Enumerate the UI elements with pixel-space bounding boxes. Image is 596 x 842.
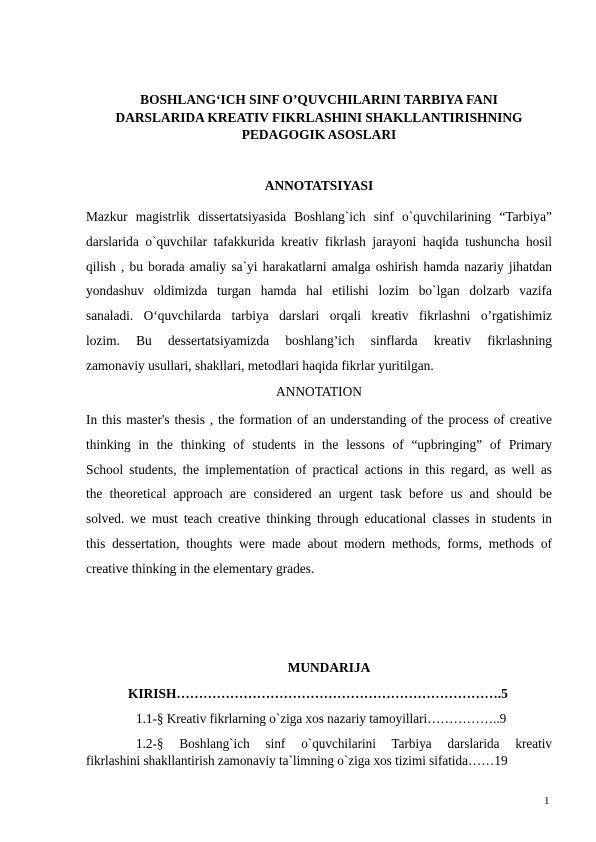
paragraph-line: School students, the implementation of practical actions in this regard, as well as bbox=[86, 461, 552, 477]
toc-entry-1-1: 1.1-§ Kreativ fikrlarning o`ziga xos nazariy tamoyillari……………..9 bbox=[136, 711, 507, 726]
mundarija-heading: MUNDARIJA bbox=[287, 660, 371, 675]
toc-entry-kirish: KIRISH……………………………………………………………….5 bbox=[128, 686, 508, 701]
paragraph-line: zamonaviy usullari, shakllari, metodlari haqida fikrlar yuritilgan. bbox=[86, 357, 434, 373]
paragraph-line: this dessertation, thoughts were made about modern methods, forms, methods of bbox=[86, 535, 552, 551]
paragraph-line: darslarida o`quvchilar tafakkurida kreativ fikrlash jarayoni haqida tushuncha hosil bbox=[86, 233, 552, 249]
page-number: 1 bbox=[544, 795, 550, 807]
paragraph-line: Mazkur magistrlik dissertatsiyasida Boshlang`ich sinf o`quvchilarining “Tarbiya” bbox=[86, 209, 552, 224]
toc-entry-line: 1.2-§ Boshlang`ich sinf o`quvchilarini Tarbiya darslarida kreativ bbox=[136, 736, 552, 751]
title-line: DARSLARIDA KREATIV FIKRLASHINI SHAKLLANTIRISHNING bbox=[115, 109, 523, 125]
paragraph-line: thinking in the thinking of students in the lessons of “upbringing” of Primary bbox=[86, 436, 552, 452]
toc-entry-line: fikrlashini shakllantirish zamonaviy ta`limning o`ziga xos tizimi sifatida……19 bbox=[86, 753, 508, 768]
paragraph-line: yondashuv oldimizda turgan hamda hal etilishi lozim bo`lgan dolzarb vazifa bbox=[86, 283, 552, 299]
paragraph-line: the theoretical approach are considered an urgent task before us and should be bbox=[86, 486, 552, 502]
title-line: PEDAGOGIK ASOSLARI bbox=[241, 127, 397, 143]
paragraph-line: creative thinking in the elementary grades. bbox=[86, 560, 315, 576]
paragraph-line: qilish , bu borada amaliy sa`yi harakatlarni amalga oshirish hamda nazariy jihatdan bbox=[86, 258, 552, 274]
paragraph-line: sanaladi. O‘quvchilarda tarbiya darslari orqali kreativ fikrlashni o’rgatishimiz bbox=[86, 308, 552, 324]
document-title bbox=[86, 91, 552, 144]
title-line: BOSHLANG‘ICH SINF O’QUVCHILARINI TARBIYA FANI bbox=[140, 92, 498, 107]
annotation-heading: ANNOTATION bbox=[276, 384, 362, 399]
annotatsiya-paragraph bbox=[86, 205, 552, 379]
annotatsiya-heading: ANNOTATSIYASI bbox=[264, 178, 374, 193]
toc-entry-1-2 bbox=[86, 735, 552, 769]
paragraph-line: lozim. Bu dessertatsiyamizda boshlang’ich sinflarda kreativ fikrlashning bbox=[86, 332, 552, 348]
annotation-paragraph bbox=[86, 408, 552, 582]
paragraph-line: solved. we must teach creative thinking through educational classes in students in bbox=[86, 511, 552, 527]
paragraph-line: In this master's thesis , the formation of an understanding of the process of creative bbox=[86, 412, 552, 427]
